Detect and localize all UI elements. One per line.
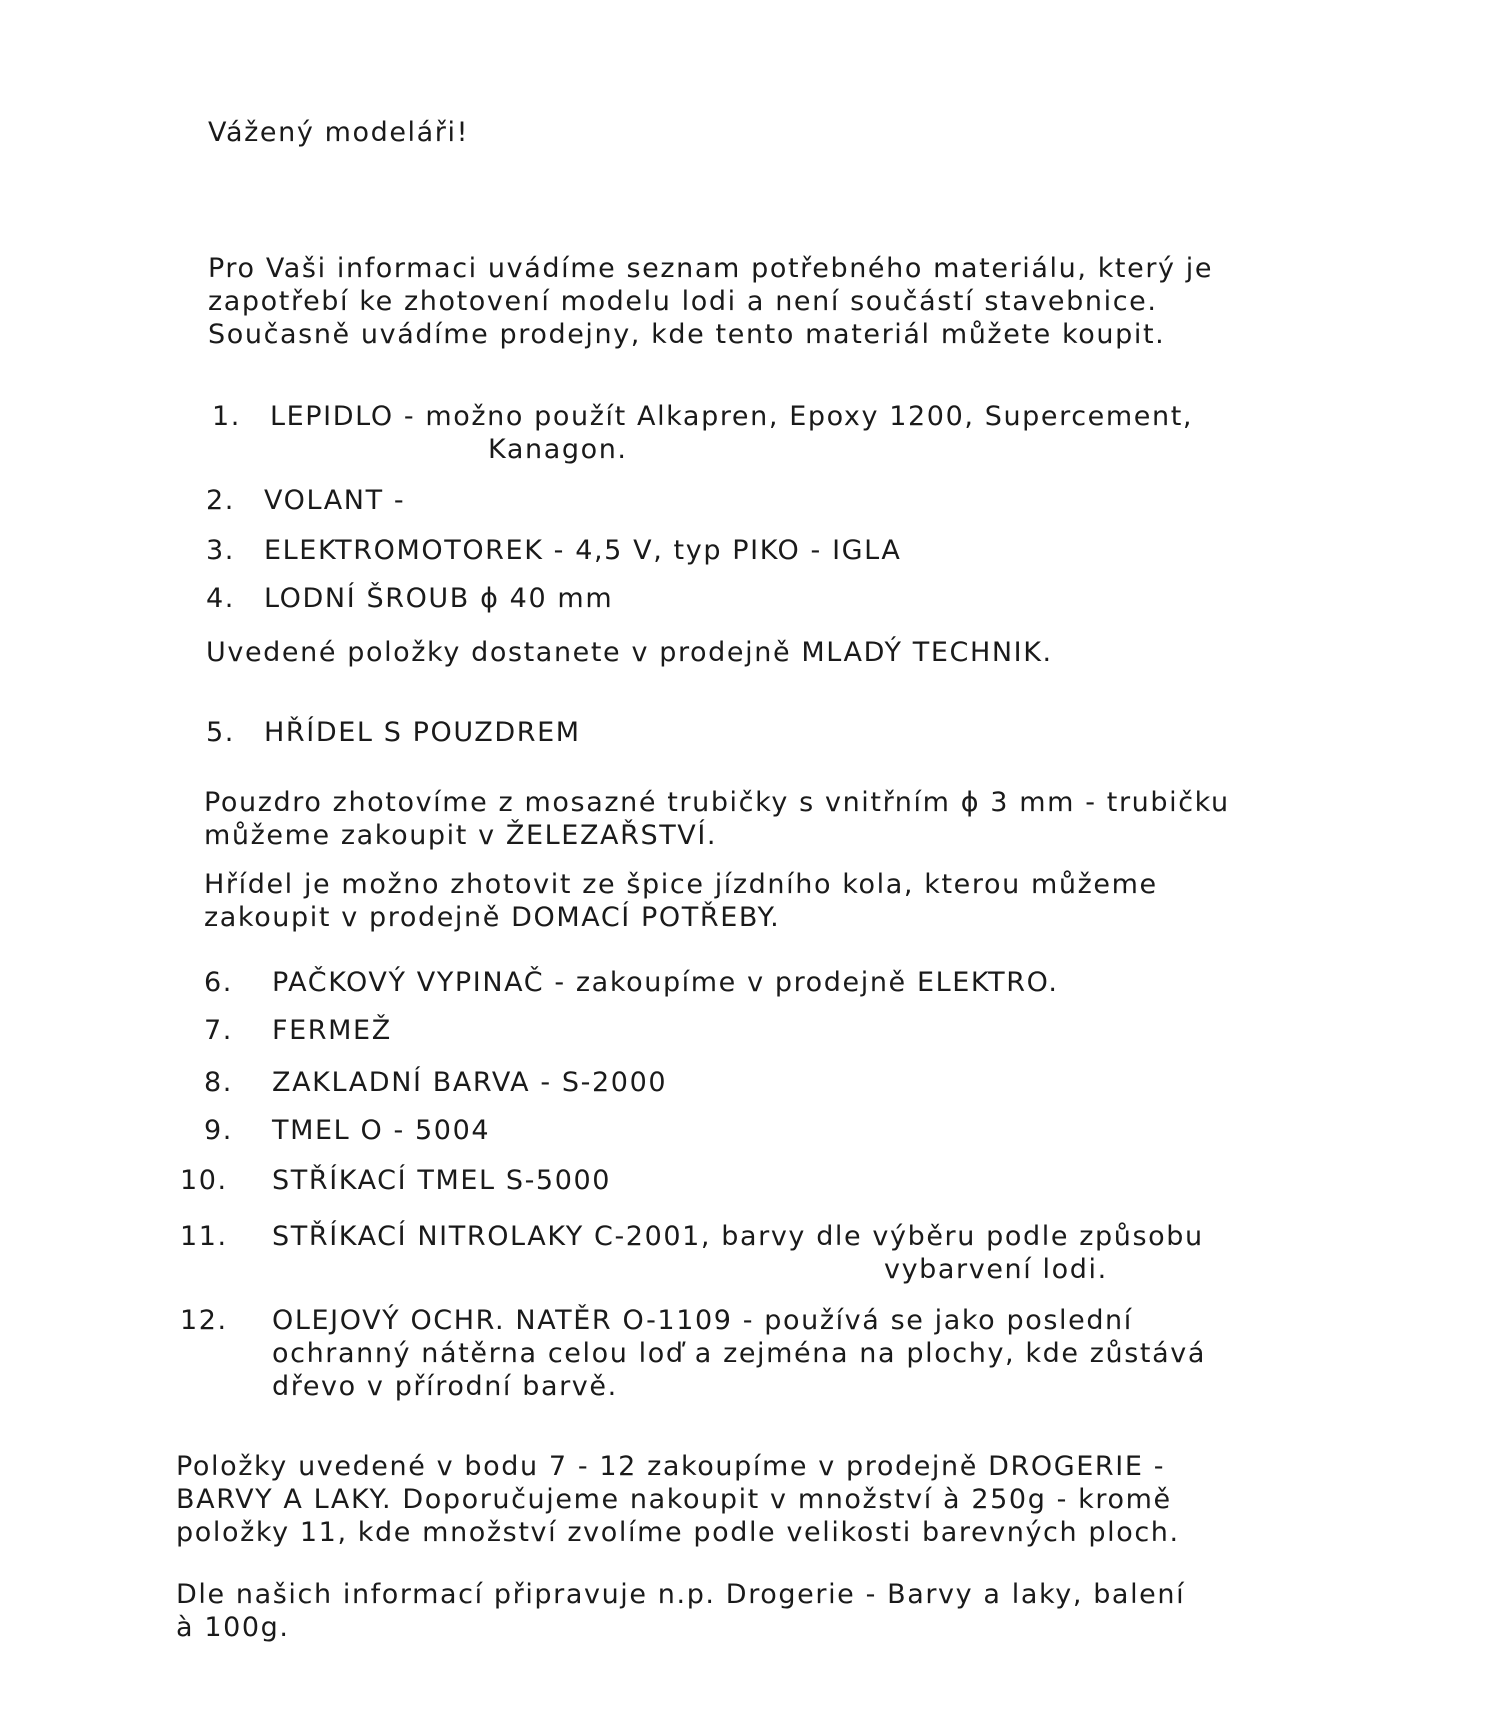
item-text: ZAKLADNÍ BARVA - S-2000 (272, 1067, 668, 1098)
list-item-10 (180, 1164, 611, 1197)
item-text: OLEJOVÝ OCHR. NATĚR O-1109 - používá se jako poslední (272, 1305, 1133, 1336)
list-item-1 (212, 400, 1193, 466)
intro-line: Pro Vaši informaci uvádíme seznam potřebného materiálu, který je (208, 253, 1214, 284)
item-number: 11. (180, 1221, 228, 1252)
item-text: STŘÍKACÍ TMEL S-5000 (272, 1165, 612, 1196)
item-number: 1. (212, 401, 241, 432)
item-continuation: ochranný nátěrna celou loď a zejména na plochy, kde zůstává (272, 1338, 1206, 1369)
item-continuation: dřevo v přírodní barvě. (272, 1371, 618, 1402)
item-text: PAČKOVÝ VYPINAČ - zakoupíme v prodejně ELEKTRO. (272, 967, 1059, 998)
paragraph-line: Hřídel je možno zhotovit ze špice jízdního kola, kterou můžeme (204, 869, 1158, 900)
list-item-4 (206, 582, 613, 615)
paragraph-line: à 100g. (176, 1612, 290, 1643)
list-item-5 (206, 716, 581, 749)
item-text: VOLANT - (264, 485, 406, 516)
paragraph-line: Pouzdro zhotovíme z mosazné trubičky s vnitřním ϕ 3 mm - trubičku (204, 787, 1230, 818)
list-item-7 (204, 1014, 392, 1047)
paragraph-line: Položky uvedené v bodu 7 - 12 zakoupíme v prodejně DROGERIE - (176, 1451, 1166, 1482)
list-item-3 (206, 534, 902, 567)
item-continuation: Kanagon. (488, 434, 628, 465)
item-text: ELEKTROMOTOREK - 4,5 V, typ PIKO - IGLA (264, 535, 902, 566)
note-mlady-technik: Uvedené položky dostanete v prodejně MLADÝ TECHNIK. (206, 637, 1053, 668)
item-number: 3. (206, 535, 235, 566)
list-item-9 (204, 1114, 490, 1147)
intro-paragraph (208, 252, 1213, 351)
item-number: 9. (204, 1115, 233, 1146)
paragraph-pouzdro (204, 786, 1230, 852)
paragraph-info (176, 1578, 1185, 1644)
item-text: HŘÍDEL S POUZDREM (264, 717, 581, 748)
item-number: 7. (204, 1015, 233, 1046)
list-item-11 (180, 1220, 1204, 1286)
paragraph-hridel (204, 868, 1158, 934)
item-text: TMEL O - 5004 (272, 1115, 491, 1146)
item-text: LEPIDLO - možno použít Alkapren, Epoxy 1200, Supercement, (270, 401, 1194, 432)
item-number: 4. (206, 583, 235, 614)
intro-line: zapotřebí ke zhotovení modelu lodi a není součástí stavebnice. (208, 286, 1158, 317)
paragraph-polozky (176, 1450, 1180, 1549)
salutation: Vážený modeláři! (208, 117, 470, 148)
list-item-12 (180, 1304, 1206, 1403)
paragraph-line: zakoupit v prodejně DOMACÍ POTŘEBY. (204, 902, 781, 933)
list-item-2 (206, 484, 405, 517)
item-continuation: vybarvení lodi. (884, 1254, 1108, 1285)
item-text: LODNÍ ŠROUB ϕ 40 mm (264, 583, 614, 614)
paragraph-line: Dle našich informací připravuje n.p. Drogerie - Barvy a laky, balení (176, 1579, 1186, 1610)
item-number: 8. (204, 1067, 233, 1098)
item-number: 2. (206, 485, 235, 516)
item-number: 5. (206, 717, 235, 748)
paragraph-line: položky 11, kde množství zvolíme podle velikosti barevných ploch. (176, 1517, 1180, 1548)
intro-line: Současně uvádíme prodejny, kde tento materiál můžete koupit. (208, 319, 1166, 350)
paragraph-line: BARVY A LAKY. Doporučujeme nakoupit v množství à 250g - kromě (176, 1484, 1172, 1515)
item-number: 10. (180, 1165, 228, 1196)
list-item-6 (204, 966, 1059, 999)
item-number: 6. (204, 967, 233, 998)
item-text: STŘÍKACÍ NITROLAKY C-2001, barvy dle výběru podle způsobu (272, 1221, 1204, 1252)
paragraph-line: můžeme zakoupit v ŽELEZAŘSTVÍ. (204, 820, 718, 851)
item-text: FERMEŽ (272, 1015, 392, 1046)
item-number: 12. (180, 1305, 228, 1336)
list-item-8 (204, 1066, 667, 1099)
